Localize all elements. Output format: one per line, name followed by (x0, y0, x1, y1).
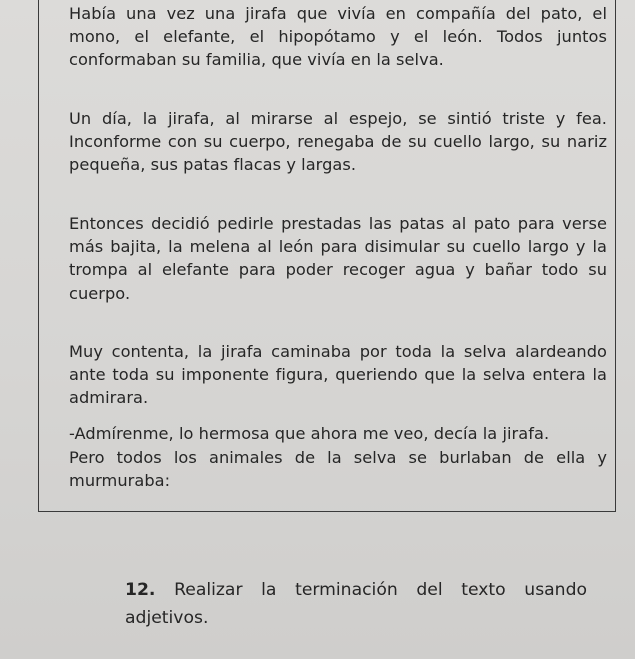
story-paragraph-2: Un día, la jirafa, al mirarse al espejo, se sintió triste y fea. Inconforme con su cuerpo, renegaba de su cuello largo, su nariz pequeña, sus patas flacas y largas. (69, 109, 607, 175)
task-text: Realizar la terminación del texto usando adjetivos. (125, 580, 587, 628)
story-text-box (38, 0, 616, 512)
story-paragraph-6: Pero todos los animales de la selva se burlaban de ella y murmuraba: (69, 448, 607, 491)
story-paragraph-4: Muy contenta, la jirafa caminaba por toda la selva alardeando ante toda su imponente figura, queriendo que la selva entera la admirara. (69, 342, 607, 408)
story-paragraph-5: -Admírenme, lo hermosa que ahora me veo, decía la jirafa. (69, 424, 550, 443)
story-paragraph-1: Había una vez una jirafa que vivía en compañía del pato, el mono, el elefante, el hipopótamo y el león. Todos juntos conformaban su familia, que vivía en la selva. (69, 4, 607, 70)
task-instruction (125, 577, 587, 632)
story-paragraph-3: Entonces decidió pedirle prestadas las patas al pato para verse más bajita, la melena al león para disimular su cuello largo y la trompa al elefante para poder recoger agua y bañar todo su cuerpo. (69, 214, 607, 303)
task-number: 12. (125, 580, 156, 600)
